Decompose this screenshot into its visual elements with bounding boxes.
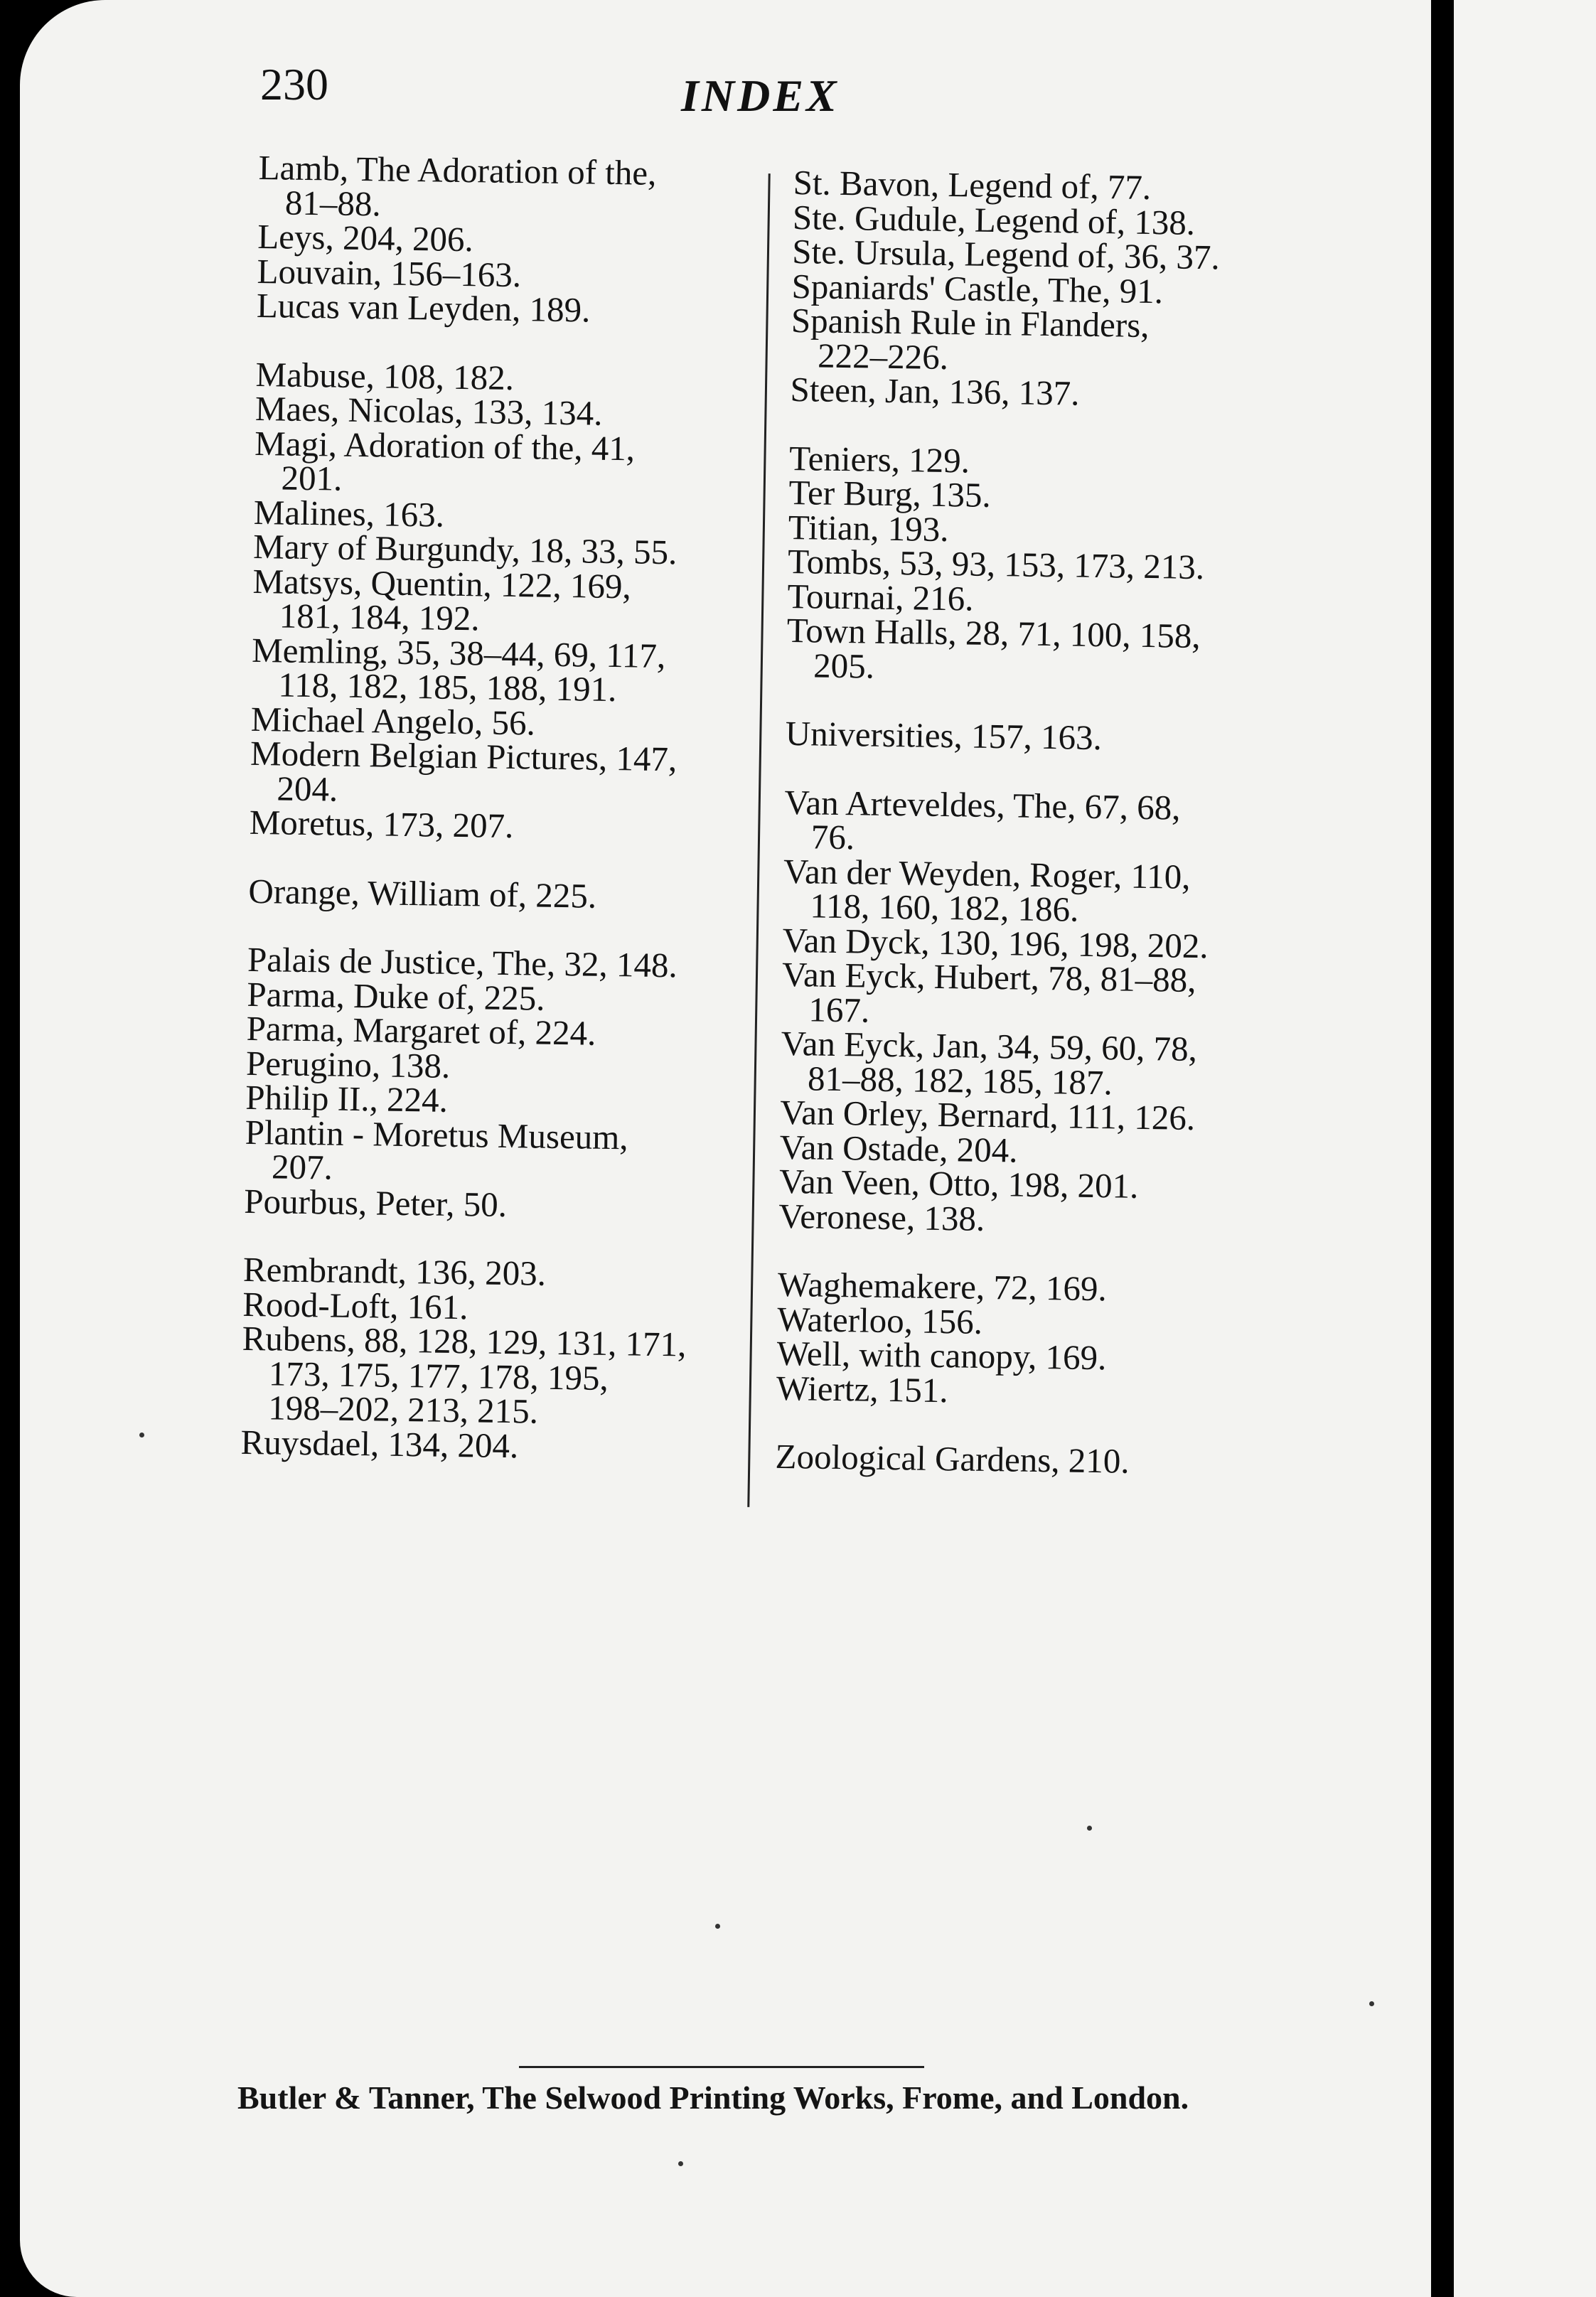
- index-entry-heading: Van Dyck, 130, 196, 198, 202.: [782, 920, 1209, 965]
- index-entry-heading: Universities, 157, 163.: [785, 713, 1103, 758]
- index-entry-heading: Orange, William of, 225.: [248, 871, 597, 916]
- index-entry-heading: Van Ostade, 204.: [779, 1127, 1018, 1170]
- index-entry: [243, 1181, 707, 1225]
- index-entry-heading: Ter Burg, 135.: [788, 472, 992, 515]
- index-entry-heading: Mabuse, 108, 182.: [255, 354, 515, 397]
- index-entry-continuation: 204.: [277, 768, 338, 809]
- index-entry-heading: Pourbus, Peter, 50.: [243, 1181, 508, 1224]
- index-entry: [256, 285, 719, 330]
- index-entry-heading: Ste. Gudule, Legend of, 138.: [792, 197, 1196, 242]
- index-entry: [245, 1112, 707, 1190]
- index-entry-heading: Ste. Ursula, Legend of, 36, 37.: [791, 231, 1221, 277]
- index-entry-heading: Memling, 35, 38–44, 69, 117,: [251, 630, 666, 675]
- index-entry-heading: Tombs, 53, 93, 153, 173, 213.: [787, 541, 1205, 587]
- index-entry-heading: Malines, 163.: [253, 492, 445, 535]
- index-entry-heading: St. Bavon, Legend of, 77.: [793, 163, 1152, 208]
- index-entry-heading: Van Orley, Bernard, 111, 126.: [780, 1092, 1196, 1138]
- ink-speck: [715, 1924, 720, 1929]
- ink-speck: [1369, 2001, 1374, 2006]
- index-entry-heading: Plantin - Moretus Museum,: [245, 1112, 629, 1157]
- index-entry-heading: Teniers, 129.: [788, 438, 970, 481]
- index-entry-heading: Well, with canopy, 169.: [776, 1333, 1107, 1378]
- index-entry-heading: Waghemakere, 72, 169.: [777, 1264, 1108, 1309]
- index-entry-continuation: 118, 160, 182, 186.: [810, 886, 1079, 929]
- index-entry: [790, 369, 1260, 414]
- index-entry-heading: Town Halls, 28, 71, 100, 158,: [786, 610, 1201, 656]
- page-title: INDEX: [681, 70, 840, 121]
- index-entry-continuation: 76.: [810, 817, 855, 857]
- index-entry-heading: Tournai, 216.: [787, 576, 974, 619]
- index-entry: [248, 871, 711, 916]
- ink-speck: [139, 1433, 144, 1437]
- index-entry-heading: Rood-Loft, 161.: [242, 1284, 468, 1327]
- index-entry-heading: Leys, 204, 206.: [257, 216, 474, 259]
- index-entry: [781, 954, 1251, 1033]
- index-entry: [791, 300, 1260, 379]
- index-entry-heading: Van der Weyden, Roger, 110,: [783, 851, 1191, 896]
- index-entry-continuation: 167.: [808, 989, 870, 1030]
- index-entry-heading: Rembrandt, 136, 203.: [242, 1249, 547, 1293]
- index-entry-heading: Zoological Gardens, 210.: [775, 1436, 1130, 1481]
- index-column-left: [240, 148, 721, 1466]
- ink-speck: [1087, 1826, 1092, 1831]
- index-entry-heading: Parma, Duke of, 225.: [247, 974, 545, 1018]
- index-entry-heading: Matsys, Quentin, 122, 169,: [252, 561, 632, 606]
- index-entry: [258, 148, 721, 226]
- index-entry-heading: Michael Angelo, 56.: [250, 699, 536, 743]
- index-entry-continuation: 207.: [271, 1147, 333, 1187]
- index-entry: [783, 851, 1253, 929]
- index-entry: [254, 423, 717, 501]
- index-entry: [783, 782, 1253, 860]
- index-entry-continuation: 205.: [813, 645, 875, 686]
- index-entry-heading: Spaniards' Castle, The, 91.: [791, 266, 1164, 311]
- index-entry-continuation: 222–226.: [817, 336, 949, 377]
- index-entry: [776, 1368, 1246, 1412]
- index-entry-continuation: 198–202, 213, 215.: [267, 1388, 539, 1431]
- index-entry-continuation: 118, 182, 185, 188, 191.: [278, 665, 617, 710]
- index-entry: [251, 630, 714, 710]
- index-entry-continuation: 81–88, 182, 185, 187.: [807, 1058, 1113, 1102]
- index-entry-heading: Van Veen, Otto, 198, 201.: [778, 1161, 1139, 1206]
- index-entry-heading: Van Eyck, Jan, 34, 59, 60, 78,: [781, 1023, 1198, 1069]
- index-entry: [786, 610, 1256, 689]
- index-entry-heading: Spanish Rule in Flanders,: [791, 300, 1150, 346]
- index-entry-heading: Louvain, 156–163.: [257, 251, 522, 294]
- page-number: 230: [260, 59, 328, 109]
- index-entry-heading: Palais de Justice, The, 32, 148.: [247, 939, 678, 985]
- index-entry-heading: Waterloo, 156.: [776, 1299, 983, 1342]
- index-entry: [785, 713, 1255, 758]
- index-entry-heading: Philip II., 224.: [245, 1077, 449, 1120]
- index-entry-heading: Van Arteveldes, The, 67, 68,: [784, 782, 1181, 828]
- index-entry-continuation: 201.: [281, 458, 343, 498]
- index-entry-continuation: 81–88.: [284, 183, 382, 223]
- index-entry-heading: Steen, Jan, 136, 137.: [790, 369, 1080, 413]
- index-entry-heading: Maes, Nicolas, 133, 134.: [255, 388, 603, 433]
- index-entry-heading: Lamb, The Adoration of the,: [258, 148, 657, 193]
- index-entry-heading: Wiertz, 151.: [776, 1368, 948, 1410]
- index-entry-heading: Modern Belgian Pictures, 147,: [250, 733, 678, 779]
- printer-imprint: Butler & Tanner, The Selwood Printing Works, Frome, and London.: [237, 2079, 1189, 2116]
- index-entry-heading: Van Eyck, Hubert, 78, 81–88,: [781, 954, 1196, 1000]
- index-entry-heading: Magi, Adoration of the, 41,: [254, 423, 636, 468]
- index-entry-continuation: 181, 184, 192.: [279, 596, 480, 638]
- index-entry: [781, 1023, 1250, 1102]
- index-entry: [249, 802, 712, 847]
- index-column-right: [775, 163, 1263, 1481]
- index-entry: [242, 1318, 705, 1398]
- index-entry: [250, 733, 712, 812]
- index-entry-heading: Rubens, 88, 128, 129, 131, 171,: [242, 1318, 687, 1364]
- index-entry-heading: Parma, Margaret of, 224.: [246, 1008, 596, 1053]
- index-entry-heading: Veronese, 138.: [778, 1196, 985, 1238]
- index-entry-heading: Titian, 193.: [788, 507, 949, 549]
- ink-speck: [678, 2161, 683, 2166]
- index-entry-heading: Lucas van Leyden, 189.: [256, 285, 591, 330]
- index-entry-heading: Ruysdael, 134, 204.: [240, 1422, 519, 1465]
- index-entry-heading: Perugino, 138.: [245, 1043, 451, 1086]
- index-entry: [240, 1422, 703, 1466]
- index-entry-heading: Mary of Burgundy, 18, 33, 55.: [252, 526, 678, 572]
- adjacent-page-edge: [1454, 0, 1596, 2297]
- index-entry: [778, 1196, 1248, 1240]
- footer-rule: [519, 2066, 924, 2068]
- index-entry: [252, 561, 715, 639]
- index-entry-heading: Moretus, 173, 207.: [249, 802, 514, 846]
- index-entry-continuation: 173, 175, 177, 178, 195,: [268, 1353, 609, 1398]
- index-entry: [775, 1436, 1245, 1481]
